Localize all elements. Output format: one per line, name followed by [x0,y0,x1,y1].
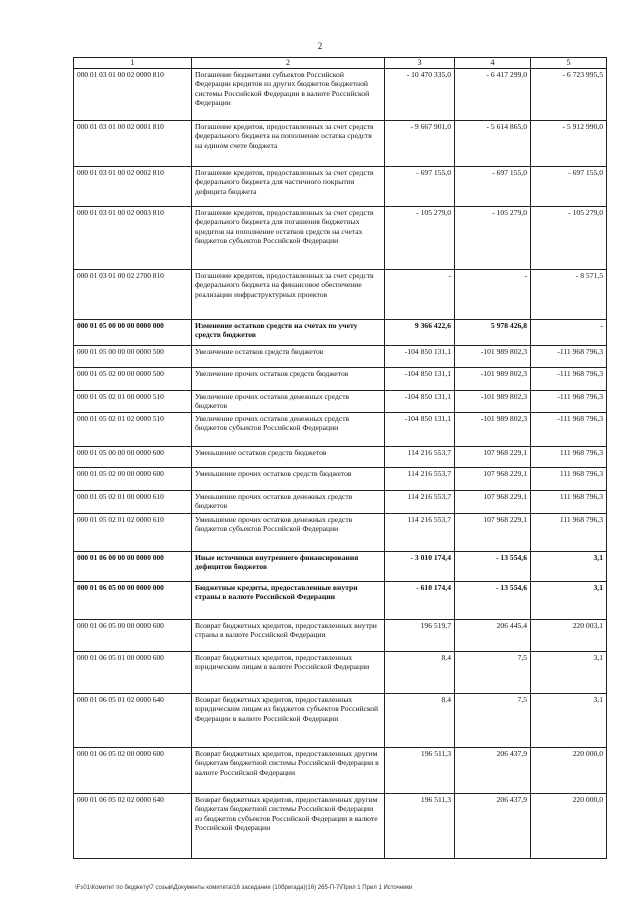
header-col-3: 3 [385,58,455,69]
value-col-5-cell: - 6 723 995,5 [531,69,607,121]
value-col-3-cell: - 610 174,4 [385,581,455,619]
budget-code-cell: 000 01 06 05 00 00 0000 600 [74,619,192,651]
table-row [74,346,607,368]
budget-code-cell: 000 01 03 01 00 02 2700 810 [74,270,192,320]
value-col-3-cell: 8,4 [385,651,455,693]
value-col-3-cell: 114 216 553,7 [385,490,455,513]
budget-code-cell: 000 01 05 02 01 00 0000 510 [74,391,192,413]
table-row [74,651,607,693]
value-col-5-cell: -111 968 796,3 [531,346,607,368]
item-name-cell: Возврат бюджетных кредитов, предоставленных другим бюджетам бюджетной системы Российской Федерации из бюджетов субъектов Российской Федерации в валюте Российской Федерации [192,793,385,858]
budget-code-cell: 000 01 06 05 01 02 0000 640 [74,693,192,747]
value-col-5-cell: - 697 155,0 [531,167,607,207]
item-name-cell: Уменьшение прочих остатков денежных средств бюджетов субъектов Российской Федерации [192,513,385,551]
value-col-4-cell: - 13 554,6 [455,551,531,581]
sources-table [73,57,607,859]
budget-code-cell: 000 01 03 01 00 02 0001 810 [74,121,192,167]
value-col-5-cell: -111 968 796,3 [531,391,607,413]
table-row [74,581,607,619]
table-body [74,69,607,859]
value-col-3-cell: 9 366 422,6 [385,320,455,346]
budget-code-cell: 000 01 06 05 02 00 0000 600 [74,747,192,793]
item-name-cell: Увеличение остатков средств бюджетов [192,346,385,368]
budget-code-cell: 000 01 05 02 01 02 0000 510 [74,412,192,446]
item-name-cell: Погашение кредитов, предоставленных за счет средств федерального бюджета для частичного покрытия дефицита бюджета [192,167,385,207]
header-col-1: 1 [74,58,192,69]
budget-code-cell: 000 01 05 02 01 02 0000 610 [74,513,192,551]
value-col-4-cell: - 6 417 299,0 [455,69,531,121]
table-row [74,490,607,513]
value-col-3-cell: 114 216 553,7 [385,467,455,490]
value-col-4-cell: - 5 614 865,0 [455,121,531,167]
item-name-cell: Погашение кредитов, предоставленных за счет средств федерального бюджета на пополнение остатка средств на едином счете бюджета [192,121,385,167]
budget-code-cell: 000 01 03 01 00 02 0000 810 [74,69,192,121]
table-row [74,619,607,651]
item-name-cell: Возврат бюджетных кредитов, предоставленных внутри страны в валюте Российской Федерации [192,619,385,651]
value-col-5-cell: 3,1 [531,693,607,747]
value-col-5-cell: -111 968 796,3 [531,412,607,446]
budget-code-cell: 000 01 03 01 00 02 0003 810 [74,207,192,270]
value-col-5-cell: -111 968 796,3 [531,368,607,391]
table-row [74,513,607,551]
value-col-4-cell: 107 968 229,1 [455,513,531,551]
table-row [74,207,607,270]
item-name-cell: Иные источники внутреннего финансирования дефицитов бюджетов [192,551,385,581]
table-row [74,320,607,346]
table-row [74,551,607,581]
item-name-cell: Уменьшение прочих остатков денежных средств бюджетов [192,490,385,513]
value-col-5-cell: 111 968 796,3 [531,467,607,490]
value-col-3-cell: - 105 279,0 [385,207,455,270]
table-row [74,368,607,391]
value-col-4-cell: 7,5 [455,651,531,693]
budget-code-cell: 000 01 03 01 00 02 0002 810 [74,167,192,207]
value-col-4-cell: 7,5 [455,693,531,747]
table-row [74,391,607,413]
table-row [74,412,607,446]
value-col-4-cell: -101 989 802,3 [455,346,531,368]
value-col-3-cell: 196 511,3 [385,747,455,793]
value-col-5-cell: - 5 912 990,0 [531,121,607,167]
value-col-4-cell: 206 445,4 [455,619,531,651]
item-name-cell: Возврат бюджетных кредитов, предоставленных юридическим лицам в валюте Российской Федерации [192,651,385,693]
value-col-5-cell: 220 000,0 [531,747,607,793]
value-col-3-cell: - [385,270,455,320]
footer-path: \Fs01\Комитет по бюджету\7 созыв\Документы комитета\16 заседание (10бригада)(16) 265-П-7\Прил 1 Прил 1 Источники [75,885,413,891]
table-row [74,270,607,320]
value-col-5-cell: 3,1 [531,581,607,619]
value-col-4-cell: -101 989 802,3 [455,391,531,413]
item-name-cell: Уменьшение остатков средств бюджетов [192,446,385,467]
item-name-cell: Погашение кредитов, предоставленных за счет средств федерального бюджета для погашения бюджетных кредитов на пополнение остатков средств на счетах бюджетов субъектов Российской Федерации [192,207,385,270]
budget-code-cell: 000 01 06 00 00 00 0000 000 [74,551,192,581]
budget-code-cell: 000 01 05 00 00 00 0000 000 [74,320,192,346]
value-col-3-cell: 114 216 553,7 [385,513,455,551]
item-name-cell: Увеличение прочих остатков средств бюджетов [192,368,385,391]
table-row [74,121,607,167]
budget-code-cell: 000 01 05 00 00 00 0000 500 [74,346,192,368]
budget-code-cell: 000 01 06 05 01 00 0000 600 [74,651,192,693]
page-number: 2 [317,41,323,51]
value-col-4-cell: - 105 279,0 [455,207,531,270]
value-col-5-cell: - [531,320,607,346]
value-col-5-cell: 3,1 [531,651,607,693]
value-col-4-cell: 206 437,9 [455,747,531,793]
value-col-3-cell: - 9 667 901,0 [385,121,455,167]
value-col-3-cell: -104 850 131,1 [385,412,455,446]
value-col-4-cell: 206 437,9 [455,793,531,858]
table-row [74,467,607,490]
item-name-cell: Возврат бюджетных кредитов, предоставленных юридическим лицам из бюджетов субъектов Российской Федерации в валюте Российской Федерации [192,693,385,747]
value-col-3-cell: -104 850 131,1 [385,391,455,413]
value-col-4-cell: 107 968 229,1 [455,446,531,467]
table-row [74,167,607,207]
value-col-3-cell: -104 850 131,1 [385,368,455,391]
value-col-3-cell: - 3 010 174,4 [385,551,455,581]
item-name-cell: Уменьшение прочих остатков средств бюджетов [192,467,385,490]
item-name-cell: Погашение кредитов, предоставленных за счет средств федерального бюджета на финансовое обеспечение реализации инфраструктурных проектов [192,270,385,320]
item-name-cell: Увеличение прочих остатков денежных средств бюджетов [192,391,385,413]
value-col-5-cell: 111 968 796,3 [531,490,607,513]
budget-code-cell: 000 01 06 05 00 00 0000 000 [74,581,192,619]
table-row [74,446,607,467]
budget-code-cell: 000 01 06 05 02 02 0000 640 [74,793,192,858]
budget-code-cell: 000 01 05 02 01 00 0000 610 [74,490,192,513]
table-row [74,69,607,121]
value-col-3-cell: -104 850 131,1 [385,346,455,368]
item-name-cell: Увеличение прочих остатков денежных средств бюджетов субъектов Российской Федерации [192,412,385,446]
value-col-5-cell: 220 003,1 [531,619,607,651]
value-col-4-cell: -101 989 802,3 [455,368,531,391]
value-col-4-cell: - 13 554,6 [455,581,531,619]
value-col-4-cell: 107 968 229,1 [455,467,531,490]
item-name-cell: Бюджетные кредиты, предоставленные внутри страны в валюте Российской Федерации [192,581,385,619]
value-col-5-cell: 3,1 [531,551,607,581]
value-col-5-cell: - 8 571,5 [531,270,607,320]
table-row [74,693,607,747]
value-col-5-cell: 111 968 796,3 [531,446,607,467]
table-row [74,793,607,858]
value-col-4-cell: 5 978 426,8 [455,320,531,346]
value-col-3-cell: - 697 155,0 [385,167,455,207]
header-col-5: 5 [531,58,607,69]
item-name-cell: Изменение остатков средств на счетах по учету средств бюджетов [192,320,385,346]
value-col-5-cell: - 105 279,0 [531,207,607,270]
value-col-3-cell: 8,4 [385,693,455,747]
value-col-4-cell: - [455,270,531,320]
header-row [74,58,607,69]
value-col-3-cell: 196 519,7 [385,619,455,651]
value-col-5-cell: 220 000,0 [531,793,607,858]
budget-code-cell: 000 01 05 02 00 00 0000 600 [74,467,192,490]
value-col-3-cell: - 10 470 335,0 [385,69,455,121]
header-col-4: 4 [455,58,531,69]
value-col-3-cell: 114 216 553,7 [385,446,455,467]
item-name-cell: Возврат бюджетных кредитов, предоставленных другим бюджетам бюджетной системы Российской Федерации в валюте Российской Федерации [192,747,385,793]
header-col-2: 2 [192,58,385,69]
value-col-5-cell: 111 968 796,3 [531,513,607,551]
item-name-cell: Погашение бюджетами субъектов Российской Федерации кредитов из других бюджетов бюджетной системы Российской Федерации в валюте Российской Федерации [192,69,385,121]
budget-code-cell: 000 01 05 00 00 00 0000 600 [74,446,192,467]
value-col-4-cell: 107 968 229,1 [455,490,531,513]
value-col-3-cell: 196 511,3 [385,793,455,858]
table-row [74,747,607,793]
value-col-4-cell: -101 989 802,3 [455,412,531,446]
value-col-4-cell: - 697 155,0 [455,167,531,207]
budget-code-cell: 000 01 05 02 00 00 0000 500 [74,368,192,391]
